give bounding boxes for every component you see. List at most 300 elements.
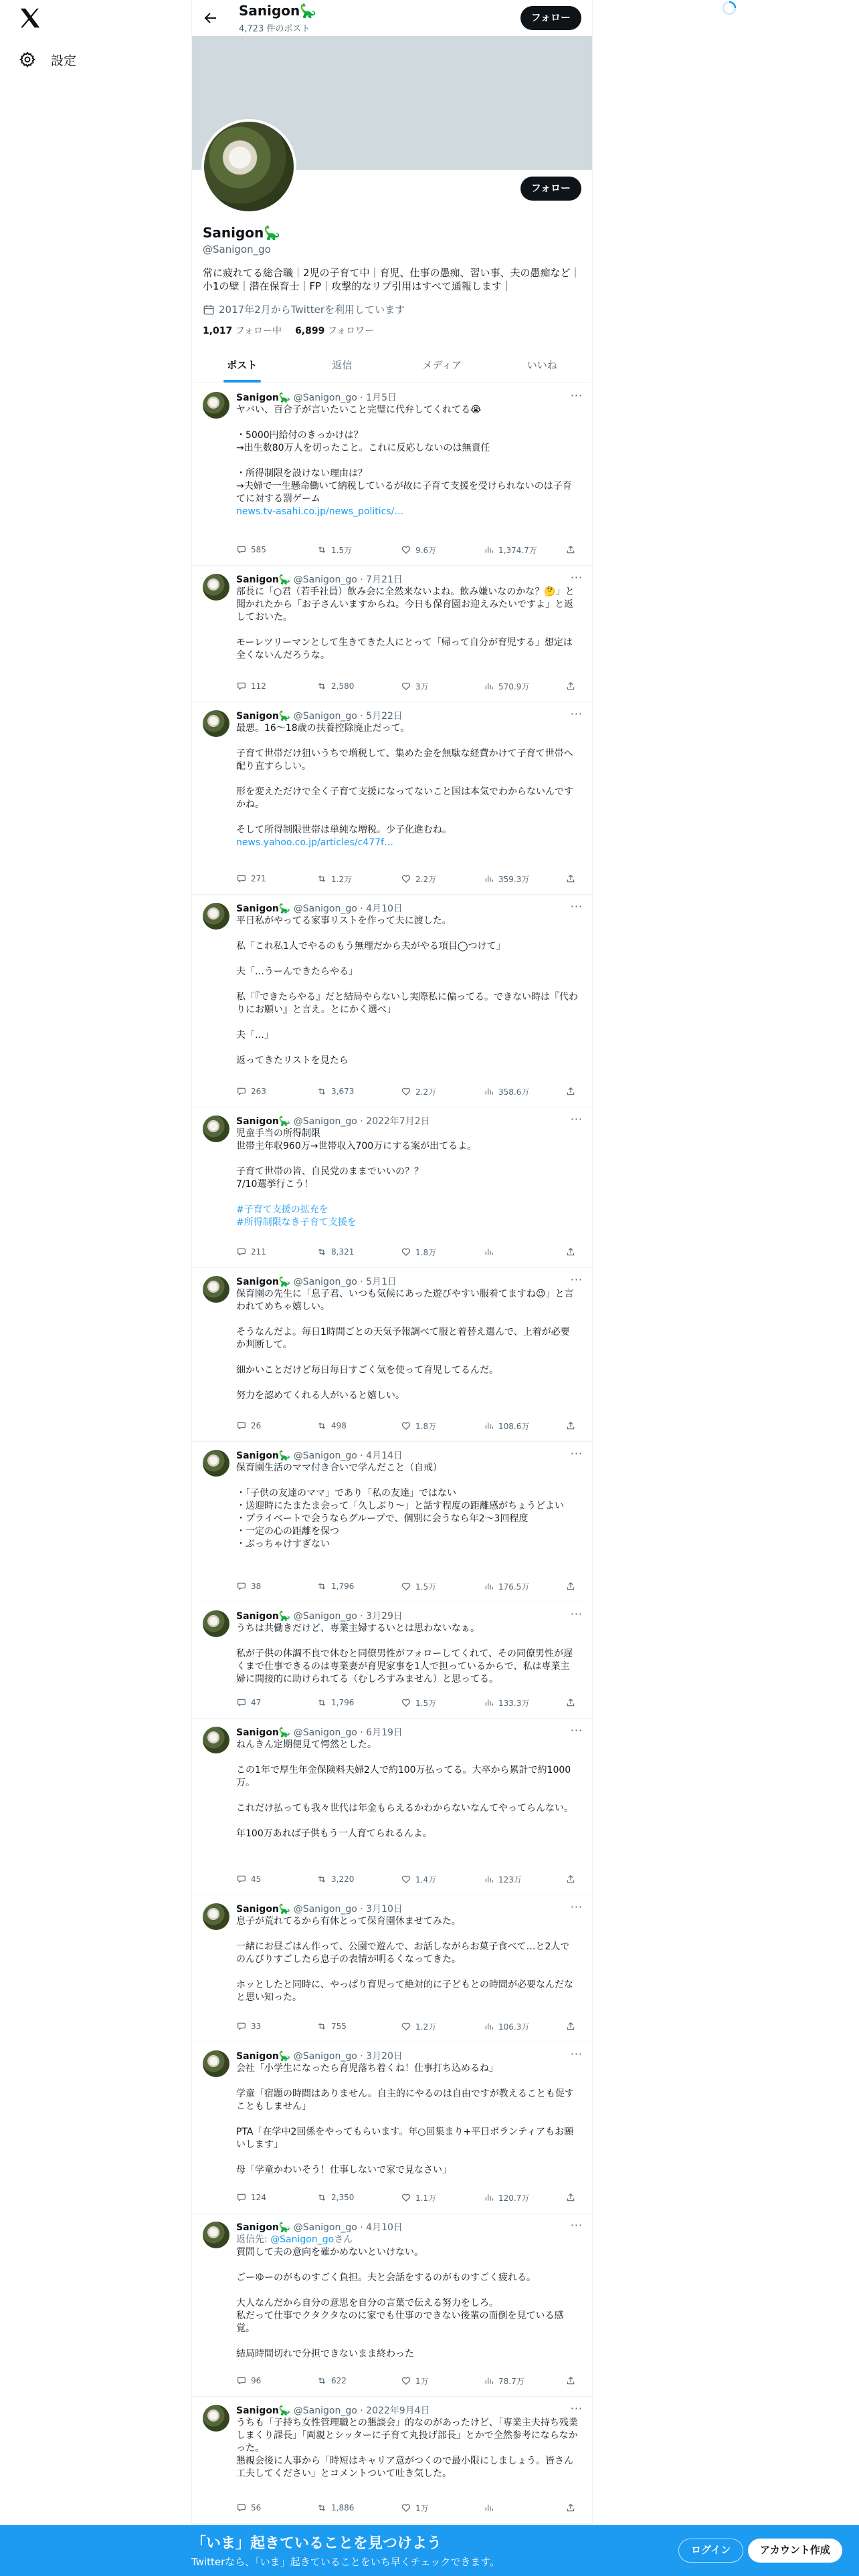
tweet-line [236, 2075, 579, 2088]
repost-button[interactable] [316, 1697, 401, 1708]
tweet-avatar[interactable] [203, 1115, 229, 1142]
like-button[interactable] [401, 1581, 484, 1592]
tweet-author-handle[interactable]: @Sanigon_go [293, 711, 357, 722]
tweet[interactable] [192, 2214, 592, 2397]
tweet-link[interactable]: news.tv-asahi.co.jp/news_politics/… [236, 506, 404, 517]
tweet-separator: · [357, 2405, 367, 2416]
repost-icon [316, 2192, 327, 2203]
tweet-line: 夫「…」 [236, 1030, 274, 1041]
tweet-line: 部長に「○君（若手社員）飲み会に全然来ないよね。飲み嫌いなのかな？🤔」と聞かれたから「お子さんいますからね。今日も保育園お迎えみたいですよ」と返しておいた。 [236, 586, 575, 623]
tweet-line: ・5000円給付のきっかけは？ [236, 430, 363, 441]
tweet-date[interactable]: 7月21日 [366, 574, 403, 585]
tweet-author-handle[interactable]: @Sanigon_go [293, 1611, 357, 1622]
reply-to-suffix: さん [334, 2234, 353, 2245]
tweet-line: 結局時間切れで分担できないまま終わった [236, 2349, 414, 2359]
like-count: 1.4万 [415, 1874, 437, 1885]
tweet-text [236, 1288, 579, 1402]
repost-count: 622 [331, 2376, 347, 2385]
tweet[interactable] [192, 1268, 592, 1442]
repost-icon [316, 1420, 327, 1431]
tweet-date[interactable]: 2022年7月2日 [366, 1116, 430, 1127]
tweet-avatar[interactable] [203, 2222, 229, 2248]
reply-count: 33 [251, 2022, 262, 2031]
more-options-icon[interactable]: ··· [570, 900, 583, 913]
repost-icon [316, 2021, 327, 2032]
tweet-actions [236, 872, 579, 885]
more-options-icon[interactable]: ··· [570, 571, 583, 584]
share-button[interactable] [565, 2021, 576, 2032]
tweet-author-handle[interactable]: @Sanigon_go [293, 1451, 357, 1461]
tweet-line: 形を変えただけで全く子育て支援になってないこと国は本気でわからないんですかね。 [236, 786, 573, 810]
like-button[interactable] [401, 2192, 484, 2204]
tweet-text [236, 2234, 579, 2361]
tweet[interactable] [192, 1107, 592, 1268]
repost-count: 8,321 [331, 1247, 355, 1257]
tweet-header [236, 901, 403, 915]
tweet-avatar[interactable] [203, 392, 229, 419]
tweet-line [236, 773, 579, 786]
tweet-line: 私「『できたらやる』だと結局やらないし実際私に偏ってる。できない時は『代わりにお願い』と言え。とにかく選べ」 [236, 992, 578, 1015]
tweet-line [236, 1153, 579, 1166]
views-button[interactable] [484, 1697, 565, 1709]
settings-nav-item[interactable] [19, 48, 76, 71]
tweet-line: ・プライベートで会うならグループで、個別に会うなら年2〜3回程度 [236, 1513, 529, 1524]
reply-button[interactable] [236, 544, 316, 555]
joined-date [203, 302, 405, 316]
repost-button[interactable] [316, 1420, 401, 1431]
tweet-avatar[interactable] [203, 710, 229, 737]
like-count: 1.8万 [415, 1247, 437, 1257]
repost-button[interactable] [316, 1874, 401, 1885]
views-icon [484, 2192, 494, 2203]
tweet[interactable] [192, 895, 592, 1107]
tweet-line: 大人なんだから自分の意思を自分の言葉で伝える努力をしろ。 [236, 2298, 498, 2309]
tweet-author-name[interactable]: Sanigon🦕 [236, 1904, 291, 1915]
tweet-actions [236, 1696, 579, 1709]
like-icon [401, 1086, 411, 1097]
reply-to-handle[interactable]: @Sanigon_go [270, 2234, 335, 2245]
tweet-line [236, 1475, 579, 1487]
tweet-line: ごーゆーのがものすごく負担。夫と会話をするのがものすごく疲れる。 [236, 2272, 536, 2283]
repost-count: 755 [331, 2022, 347, 2031]
tweet-actions [236, 1419, 579, 1432]
like-button[interactable] [401, 1874, 484, 1885]
header-follow-button[interactable]: フォロー [520, 6, 581, 30]
tweet-author-name[interactable]: Sanigon🦕 [236, 2051, 291, 2062]
like-count: 1.5万 [415, 1582, 437, 1592]
tweet-line: 返ってきたリストを見たら [236, 1055, 349, 1066]
reply-button[interactable] [236, 2375, 316, 2386]
repost-count: 498 [331, 1421, 347, 1430]
tweet-line: モーレツリーマンとして生きてきた人にとって「帰って自分が育児する」想定は全くないんだろうな。 [236, 637, 573, 661]
tweet-line [236, 1042, 579, 1055]
tweet-header [236, 1609, 403, 1622]
following-link[interactable] [203, 324, 282, 337]
tweet-date[interactable]: 1月5日 [366, 393, 397, 403]
views-button[interactable] [484, 681, 565, 692]
share-button[interactable] [565, 873, 576, 884]
reply-button[interactable] [236, 2021, 316, 2032]
repost-icon [316, 1581, 327, 1592]
tweet-line [236, 1751, 579, 1764]
tweet[interactable] [192, 1602, 592, 1719]
more-options-icon[interactable]: ··· [570, 1113, 583, 1125]
tweet-text [236, 1462, 579, 1551]
tweet-author-handle[interactable]: @Sanigon_go [293, 2051, 357, 2062]
share-button[interactable] [565, 1874, 576, 1885]
tweet-date[interactable]: 5月22日 [366, 711, 403, 722]
tweet-date[interactable]: 3月29日 [366, 1611, 403, 1622]
tweet-line: 一緒にお昼ごはん作って、公園で遊んで、お話しながらお菓子食べて…と2人でのんびりすごしたら息子の表情が明るくなってきた。 [236, 1941, 570, 1965]
like-button[interactable] [401, 2375, 484, 2387]
signup-banner [0, 2525, 859, 2576]
tweet-actions [236, 1245, 579, 1259]
reply-count: 211 [251, 1247, 266, 1257]
tweet-line: 会社「小学生になったら育児落ち着くね！仕事打ち込めるね」 [236, 2063, 498, 2074]
tweet-author-handle[interactable]: @Sanigon_go [293, 1277, 357, 1287]
tweet-line: 懇親会後に人事から「時短はキャリア意がつくので最小限にしましょう。皆さん工夫してください」とコメントついて吐き気した。 [236, 2456, 573, 2479]
views-button[interactable] [484, 873, 565, 885]
tweet[interactable] [192, 1895, 592, 2042]
share-button[interactable] [565, 681, 576, 691]
views-button[interactable] [484, 1086, 565, 1097]
views-icon [484, 1247, 494, 1257]
views-count: 120.7万 [498, 2193, 530, 2203]
views-button[interactable] [484, 2375, 565, 2387]
tweet-link[interactable]: #所得制限なき子育て支援を [236, 1217, 357, 1228]
followers-link[interactable] [295, 324, 374, 337]
profile-column [191, 0, 593, 2576]
like-button[interactable] [401, 1247, 484, 1258]
like-icon [401, 2021, 411, 2032]
views-button[interactable] [484, 2192, 565, 2204]
tweet-author-name[interactable]: Sanigon🦕 [236, 903, 291, 914]
repost-icon [316, 1247, 327, 1257]
tweet-header [236, 2403, 430, 2417]
tweet[interactable] [192, 2397, 592, 2524]
share-button[interactable] [565, 1420, 576, 1431]
tweet-avatar[interactable] [203, 1610, 229, 1637]
tweet-author-name[interactable]: Sanigon🦕 [236, 393, 291, 403]
tweet-header [236, 391, 397, 404]
tweet-actions [236, 543, 579, 556]
followers-label: フォロワー [327, 326, 375, 336]
tweet-date[interactable]: 4月10日 [366, 2222, 403, 2233]
tweet-line: ・送迎時にたまたま会って「久しぶり〜」と話す程度の距離感がちょうどよい [236, 1501, 564, 1511]
tweet-line [236, 2335, 579, 2348]
share-button[interactable] [565, 1581, 576, 1592]
tweet-line: そうなんだよ。毎日1時間ごとの天気予報調べて服と着替え選んで、上着が必要か判断して。 [236, 1327, 570, 1350]
more-options-icon[interactable]: ··· [570, 1608, 583, 1620]
tweet-avatar[interactable] [203, 1903, 229, 1930]
followers-count: 6,899 [295, 326, 325, 336]
tweet[interactable] [192, 1442, 592, 1602]
tweet-separator: · [357, 1727, 367, 1738]
reply-count: 112 [251, 681, 266, 691]
tweet-author-handle[interactable]: @Sanigon_go [293, 2222, 357, 2233]
tweet-author-name[interactable]: Sanigon🦕 [236, 2222, 291, 2233]
tweet-actions [236, 1872, 579, 1886]
reply-button[interactable] [236, 681, 316, 691]
tweet-line: 質問して夫の意向を確かめないといけない。 [236, 2247, 423, 2258]
like-icon [401, 873, 411, 884]
share-icon [565, 1697, 576, 1708]
tab-media[interactable]: メディア [422, 359, 462, 371]
tweet-date[interactable]: 3月20日 [366, 2051, 403, 2062]
repost-button[interactable] [316, 2021, 401, 2032]
tweet-link[interactable]: news.yahoo.co.jp/articles/c477f… [236, 837, 393, 848]
tweet-actions [236, 2374, 579, 2387]
tweet-date[interactable]: 6月19日 [366, 1727, 403, 1738]
share-button[interactable] [565, 544, 576, 555]
tweet-actions [236, 2020, 579, 2033]
profile-name: Sanigon🦕 [203, 225, 281, 241]
views-button[interactable] [484, 1874, 565, 1885]
share-icon [565, 1581, 576, 1592]
like-icon [401, 1581, 411, 1592]
share-button[interactable] [565, 1247, 576, 1257]
tweet-line: 児童手当の所得制限 [236, 1128, 320, 1139]
tweet-avatar[interactable] [203, 2050, 229, 2077]
tweet[interactable] [192, 1719, 592, 1895]
reply-button[interactable] [236, 2502, 316, 2513]
share-button[interactable] [565, 2192, 576, 2203]
tweet-text [236, 2062, 579, 2177]
tweet-line: 私だって仕事でクタクタなのに家でも仕事のできない後輩の面倒を見ている感覚。 [236, 2311, 564, 2334]
tweet-author-name[interactable]: Sanigon🦕 [236, 1611, 291, 1622]
reply-count: 271 [251, 874, 266, 883]
tweet-line: 母「学童かわいそう！仕事しないで家で見なさい」 [236, 2165, 452, 2175]
like-button[interactable] [401, 681, 484, 692]
tweet-avatar[interactable] [203, 574, 229, 601]
reply-button[interactable] [236, 1086, 316, 1097]
repost-button[interactable] [316, 873, 401, 885]
reply-icon [236, 1420, 247, 1431]
tweet-author-name[interactable]: Sanigon🦕 [236, 1277, 291, 1287]
tweet-line: 年100万あれば子供もう一人育てられるんよ。 [236, 1828, 432, 1839]
views-button[interactable] [484, 1247, 565, 1257]
repost-button[interactable] [316, 2192, 401, 2203]
tweet-author-name[interactable]: Sanigon🦕 [236, 574, 291, 585]
profile-handle: @Sanigon_go [203, 243, 271, 255]
views-count: 176.5万 [498, 1582, 530, 1592]
tweet-line [236, 1790, 579, 1802]
more-options-icon[interactable]: ··· [570, 2402, 583, 2415]
profile-avatar[interactable] [201, 119, 296, 214]
tweet-text [236, 722, 579, 849]
reply-count: 47 [251, 1698, 262, 1707]
tweet-line: ・「子供の友達のママ」であり「私の友達」ではない [236, 1488, 456, 1499]
x-logo-icon[interactable] [17, 5, 43, 31]
more-options-icon[interactable]: ··· [570, 2219, 583, 2232]
more-options-icon[interactable]: ··· [570, 1724, 583, 1737]
tweet-separator: · [357, 1277, 367, 1287]
reply-count: 585 [251, 545, 266, 554]
repost-count: 1,796 [331, 1582, 355, 1591]
tweet-line: 私「これ私1人でやるのもう無理だから夫がやる項目◯つけて」 [236, 941, 506, 952]
like-button[interactable] [401, 544, 484, 556]
like-count: 1.5万 [415, 1698, 437, 1708]
reply-count: 124 [251, 2193, 266, 2202]
tweet-avatar[interactable] [203, 1450, 229, 1477]
repost-button[interactable] [316, 1086, 401, 1097]
views-button[interactable] [484, 544, 565, 556]
tweet-line [236, 1352, 579, 1364]
like-button[interactable] [401, 873, 484, 885]
views-icon [484, 1697, 494, 1708]
tweet-author-name[interactable]: Sanigon🦕 [236, 1116, 291, 1127]
tweet-date[interactable]: 4月10日 [366, 903, 403, 914]
tweet-author-name[interactable]: Sanigon🦕 [236, 1727, 291, 1738]
tweet-header [236, 1902, 403, 1915]
reply-button[interactable] [236, 1697, 316, 1708]
like-button[interactable] [401, 2021, 484, 2032]
repost-button[interactable] [316, 681, 401, 691]
repost-button[interactable] [316, 2375, 401, 2386]
tweet-author-handle[interactable]: @Sanigon_go [293, 903, 357, 914]
tweet-avatar[interactable] [203, 903, 229, 930]
more-options-icon[interactable]: ··· [570, 1273, 583, 1286]
tweet[interactable] [192, 566, 592, 702]
share-icon [565, 2502, 576, 2513]
reply-to-prefix: 返信先: [236, 2234, 271, 2245]
tweet-line: そして所得制限世帯は単純な増税。少子化進むね。 [236, 825, 452, 835]
tweet-actions [236, 2501, 579, 2514]
repost-icon [316, 544, 327, 555]
tweet-line: これだけ払っても我々世代は年金もらえるかわからないなんてやってらんない。 [236, 1803, 573, 1814]
share-icon [565, 1420, 576, 1431]
repost-button[interactable] [316, 1581, 401, 1592]
like-count: 2.2万 [415, 874, 437, 884]
tweet-line [236, 1635, 579, 1648]
profile-tabs [192, 348, 592, 383]
tab-replies[interactable]: 返信 [332, 359, 353, 371]
like-icon [401, 544, 411, 555]
profile-bio: 常に疲れてる総合職｜2児の子育て中｜育児、仕事の愚痴、習い事、夫の愚痴など｜小1の壁｜潜在保育士｜FP｜攻撃的なリプ引用はすべて通報します｜ [203, 267, 581, 292]
tweet-actions [236, 679, 579, 693]
tweet-actions [236, 1085, 579, 1098]
tweet-line: →夫婦で一生懸命働いて納税しているが故に子育て支援を受けられないのは子育てに対する罰ゲーム [236, 481, 572, 504]
reply-button[interactable] [236, 1420, 316, 1431]
reply-icon [236, 2375, 247, 2386]
tab-posts[interactable]: ポスト [192, 348, 292, 383]
share-button[interactable] [565, 1086, 576, 1097]
views-icon [484, 2021, 494, 2032]
tweet-author-handle[interactable]: @Sanigon_go [293, 2405, 357, 2416]
like-button[interactable] [401, 1420, 484, 1432]
reply-icon [236, 1086, 247, 1097]
tweet-author-handle[interactable]: @Sanigon_go [293, 1727, 357, 1738]
repost-button[interactable] [316, 2502, 401, 2513]
tweet-line: →出生数80万人を切ったこと。これに反応しないのは無責任 [236, 443, 490, 453]
tweet[interactable] [192, 384, 592, 566]
tweet-date[interactable]: 5月1日 [366, 1277, 397, 1287]
views-count: 570.9万 [498, 681, 530, 691]
tweet-text [236, 1915, 579, 2004]
like-button[interactable] [401, 1697, 484, 1709]
tweet-line: 保育園生活のママ付き合いで学んだこと（自戒） [236, 1463, 442, 1473]
tweet-avatar[interactable] [203, 1276, 229, 1303]
tweet[interactable] [192, 702, 592, 895]
share-button[interactable] [565, 2502, 576, 2513]
tab-likes[interactable]: いいね [527, 359, 557, 371]
login-button[interactable]: ログイン [678, 2539, 743, 2563]
views-button[interactable] [484, 1420, 565, 1432]
repost-button[interactable] [316, 544, 401, 556]
reply-button[interactable] [236, 873, 316, 884]
more-options-icon[interactable]: ··· [570, 708, 583, 720]
tweet-author-handle[interactable]: @Sanigon_go [293, 393, 357, 403]
reply-button[interactable] [236, 1874, 316, 1885]
share-button[interactable] [565, 2375, 576, 2386]
tweet-date[interactable]: 3月10日 [366, 1904, 403, 1915]
back-arrow-icon[interactable] [203, 10, 219, 26]
following-label: フォロー中 [235, 326, 282, 336]
tweet-avatar[interactable] [203, 1727, 229, 1753]
reply-button[interactable] [236, 1247, 316, 1257]
like-button[interactable] [401, 1086, 484, 1097]
like-button[interactable] [401, 2502, 484, 2514]
like-count: 1万 [415, 2376, 429, 2386]
share-icon [565, 544, 576, 555]
tweet-separator: · [357, 711, 367, 722]
tweet-separator: · [357, 1116, 367, 1127]
follow-button[interactable]: フォロー [520, 177, 581, 201]
more-options-icon[interactable]: ··· [570, 1901, 583, 1913]
like-count: 3万 [415, 681, 429, 691]
follow-stats [203, 324, 374, 337]
reply-icon [236, 2192, 247, 2203]
reply-button[interactable] [236, 1581, 316, 1592]
tweet-line: 夫「…うーんできたらやる」 [236, 966, 358, 977]
tweet-author-name[interactable]: Sanigon🦕 [236, 711, 291, 722]
tweet-link[interactable]: #子育て支援の拡充を [236, 1204, 328, 1215]
more-options-icon[interactable]: ··· [570, 389, 583, 402]
more-options-icon[interactable]: ··· [570, 2048, 583, 2060]
views-count: 106.3万 [498, 2022, 530, 2032]
like-icon [401, 2502, 411, 2513]
tweet-line: 学童「宿題の時間はありません。自主的にやるのは自由ですが教えることも促すこともしません」 [236, 2088, 574, 2112]
repost-count: 2,350 [331, 2193, 355, 2202]
tweet-line [236, 811, 579, 824]
views-button[interactable] [484, 2021, 565, 2032]
like-icon [401, 2192, 411, 2203]
tweet-line: 息子が荒れてるから有休とって保育園休ませてみた。 [236, 1916, 461, 1927]
tweet-avatar[interactable] [203, 2405, 229, 2432]
tweet-author-handle[interactable]: @Sanigon_go [293, 1904, 357, 1915]
tweet-date[interactable]: 2022年9月4日 [366, 2405, 430, 2416]
tweet-line [236, 1016, 579, 1029]
views-icon [484, 1874, 494, 1885]
more-options-icon[interactable]: ··· [570, 1447, 583, 1460]
tweet-author-handle[interactable]: @Sanigon_go [293, 1116, 357, 1127]
reply-button[interactable] [236, 2192, 316, 2203]
views-button[interactable] [484, 2502, 565, 2513]
views-button[interactable] [484, 1581, 565, 1592]
tweet-date[interactable]: 4月14日 [366, 1451, 403, 1461]
repost-button[interactable] [316, 1247, 401, 1257]
tweet-author-name[interactable]: Sanigon🦕 [236, 2405, 291, 2416]
tweet-author-handle[interactable]: @Sanigon_go [293, 574, 357, 585]
share-button[interactable] [565, 1697, 576, 1708]
reply-to-line [236, 2234, 579, 2246]
tweet[interactable] [192, 2042, 592, 2214]
tweet-separator: · [357, 2222, 367, 2233]
reply-count: 96 [251, 2376, 262, 2385]
tweet-line: 世帯主年収960万→世帯収入700万にする案が出てるよ。 [236, 1141, 477, 1152]
tweet-author-name[interactable]: Sanigon🦕 [236, 1451, 291, 1461]
signup-button[interactable]: アカウント作成 [748, 2539, 842, 2563]
